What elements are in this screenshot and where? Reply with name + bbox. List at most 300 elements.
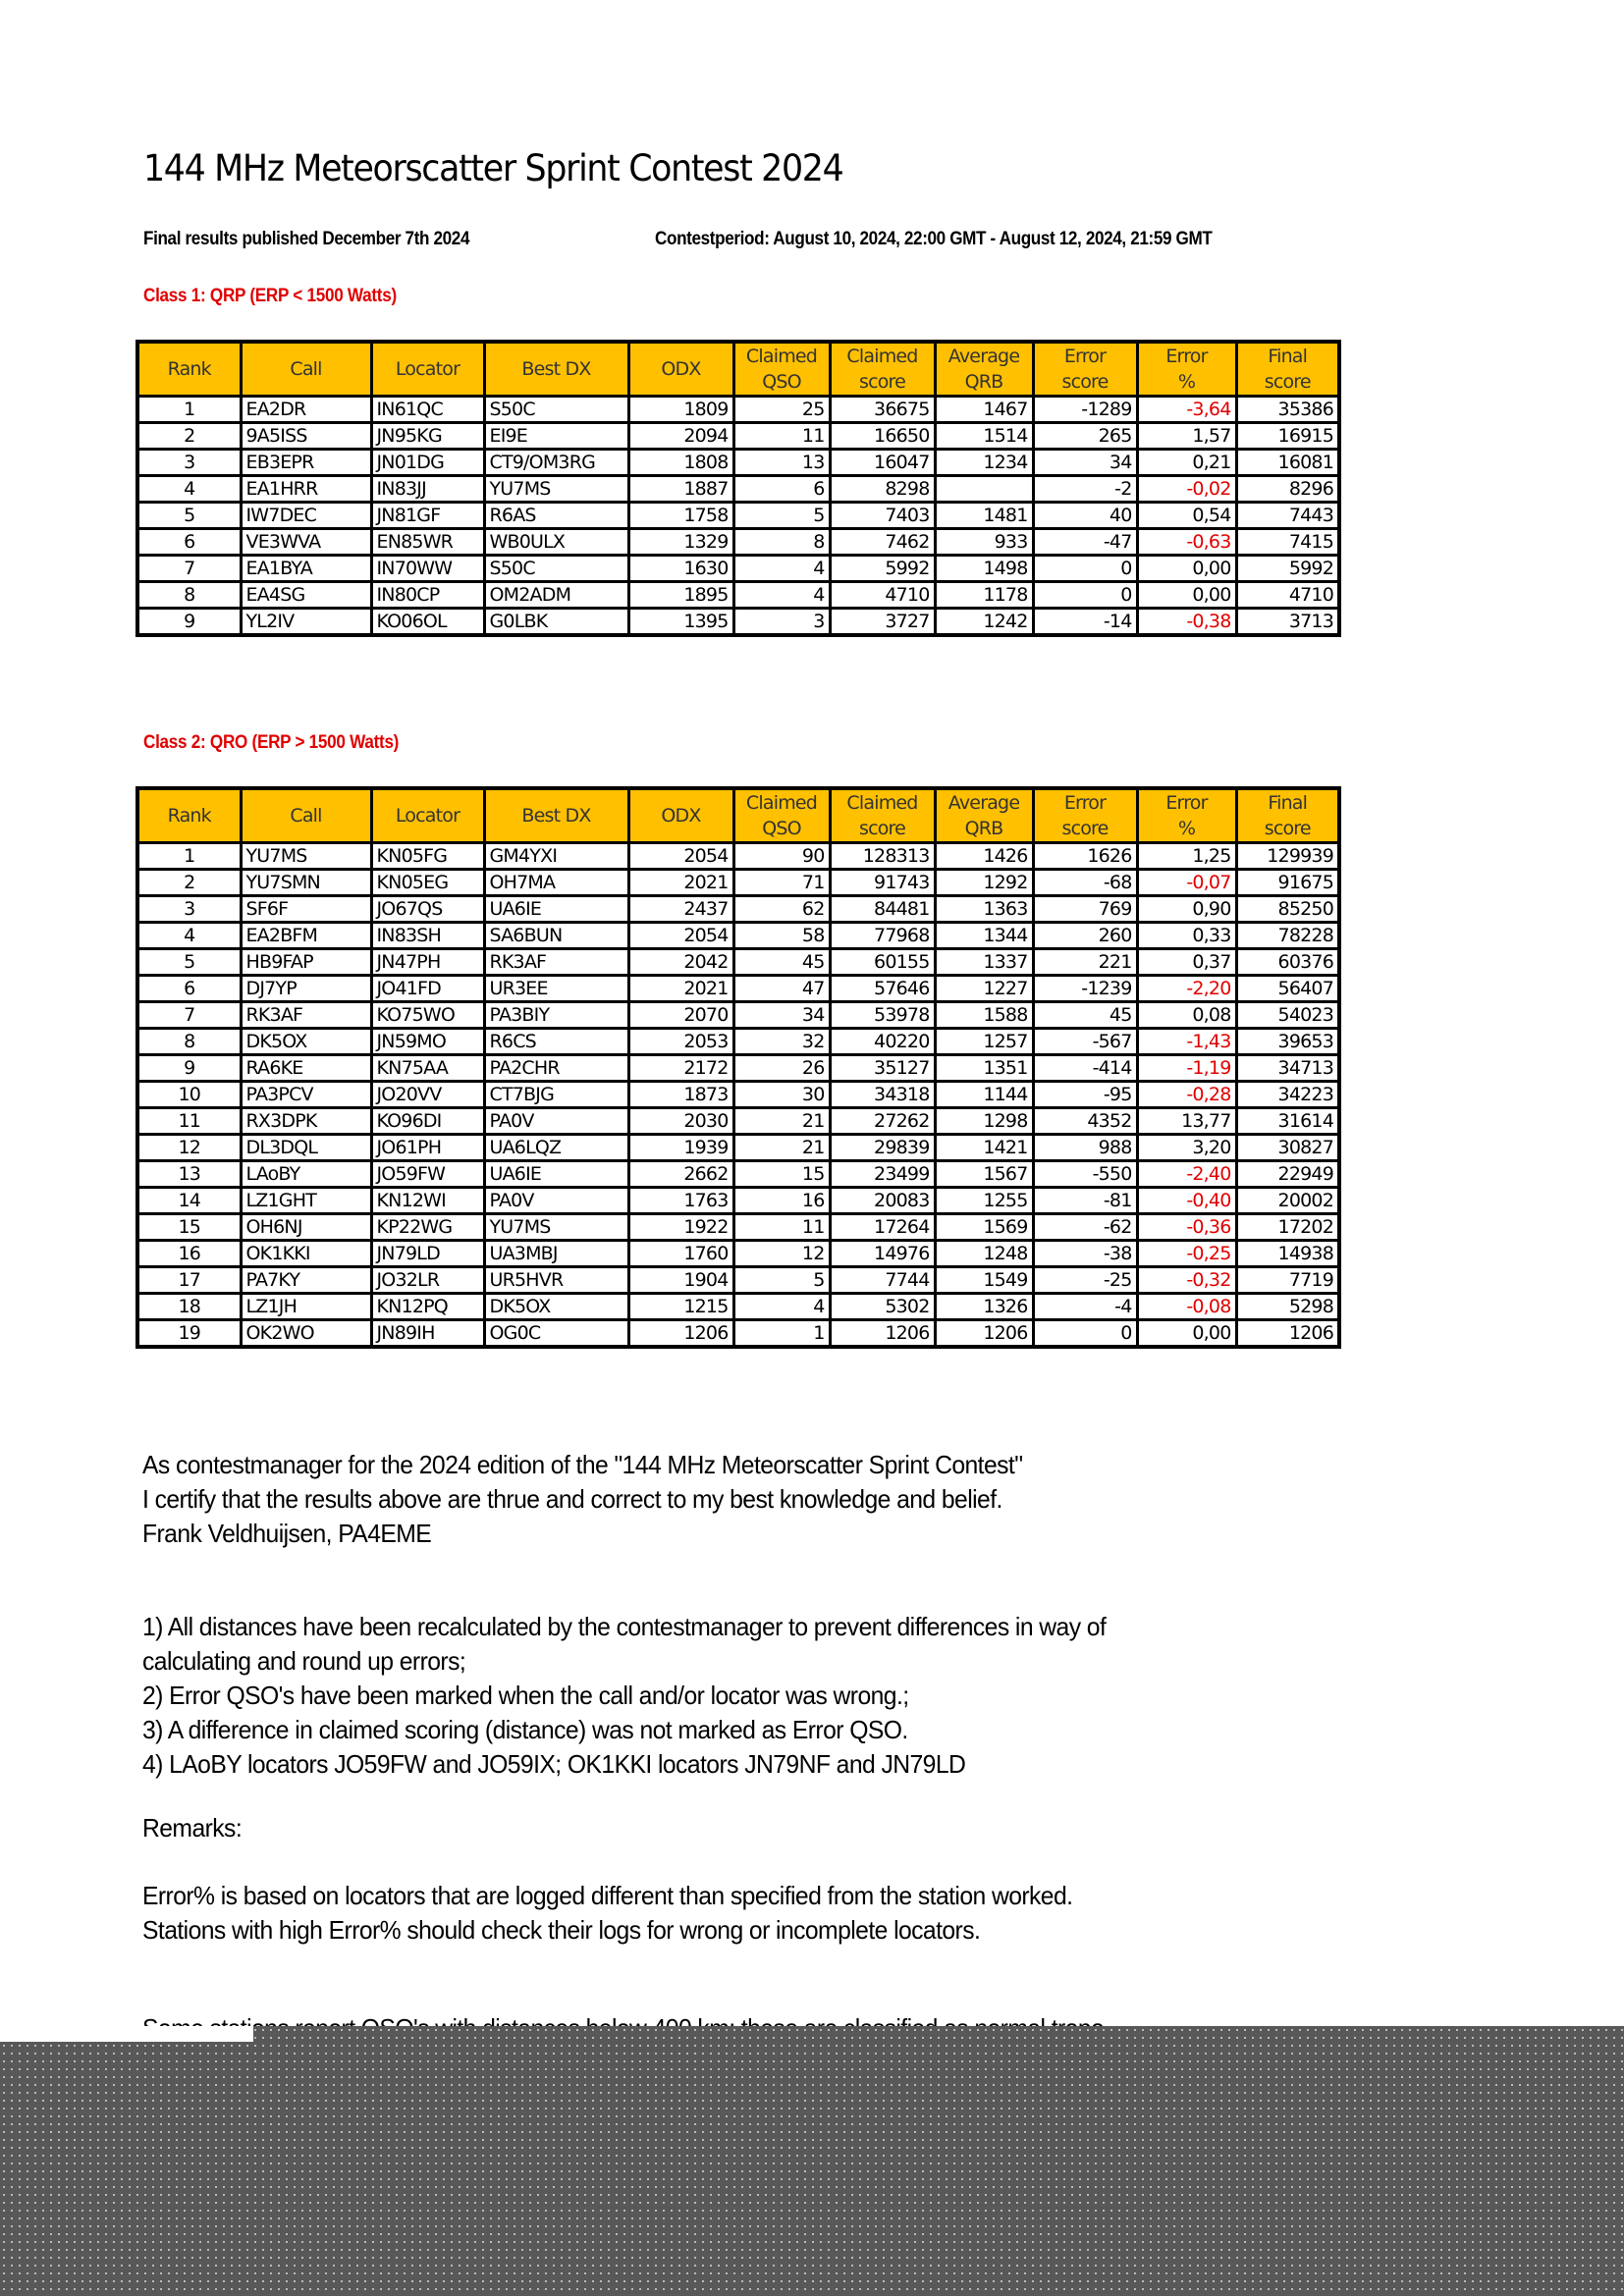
cell-claimed-qso: 71	[733, 870, 830, 896]
cell-average-qrb: 1292	[935, 870, 1033, 896]
cell-average-qrb: 1206	[935, 1320, 1033, 1348]
cell-claimed-qso: 4	[733, 582, 830, 609]
cell-error-pct: 0,54	[1137, 503, 1236, 529]
cell-claimed-score: 17264	[830, 1214, 935, 1241]
cell-rank: 19	[137, 1320, 241, 1348]
column-header-claimed-qso	[733, 342, 830, 397]
cell-average-qrb: 1242	[935, 609, 1033, 636]
cell-rank: 10	[137, 1082, 241, 1108]
cell-claimed-score: 84481	[830, 896, 935, 923]
cell-claimed-score: 7403	[830, 503, 935, 529]
cell-average-qrb: 1326	[935, 1294, 1033, 1320]
cell-locator: JN59MO	[371, 1029, 484, 1055]
cell-odx: 2437	[628, 896, 733, 923]
cell-claimed-score: 14976	[830, 1241, 935, 1267]
cell-error-pct: -0,63	[1137, 529, 1236, 556]
class2-heading: Class 2: QRO (ERP > 1500 Watts)	[143, 732, 400, 753]
cell-rank: 5	[137, 949, 241, 976]
column-header-claimed-qso	[733, 788, 830, 843]
header-text-line: score	[1264, 371, 1311, 393]
cell-best-dx: R6AS	[484, 503, 628, 529]
cell-average-qrb: 1426	[935, 843, 1033, 870]
cell-error-pct: -0,25	[1137, 1241, 1236, 1267]
cell-best-dx: CT7BJG	[484, 1082, 628, 1108]
column-header-best-dx: Best DX	[484, 788, 628, 843]
cell-call: LZ1GHT	[241, 1188, 371, 1214]
column-header-error-pct	[1137, 342, 1236, 397]
cell-average-qrb: 1549	[935, 1267, 1033, 1294]
cell-claimed-qso: 21	[733, 1108, 830, 1135]
cell-call: EA2DR	[241, 397, 371, 423]
cell-error-pct: 0,08	[1137, 1002, 1236, 1029]
cell-average-qrb	[935, 476, 1033, 503]
cell-average-qrb: 1257	[935, 1029, 1033, 1055]
cell-final-score: 34223	[1236, 1082, 1339, 1108]
cell-claimed-qso: 6	[733, 476, 830, 503]
header-text-line: Claimed	[745, 792, 818, 814]
cell-rank: 3	[137, 896, 241, 923]
cell-locator: JO32LR	[371, 1267, 484, 1294]
cell-error-score: 221	[1033, 949, 1137, 976]
cell-error-pct: -1,19	[1137, 1055, 1236, 1082]
cell-error-score: -95	[1033, 1082, 1137, 1108]
cell-best-dx: PA0V	[484, 1108, 628, 1135]
cell-call: PA3PCV	[241, 1082, 371, 1108]
cell-best-dx: YU7MS	[484, 1214, 628, 1241]
document-title: 144 MHz Meteorscatter Sprint Contest 2024	[143, 147, 843, 189]
cell-claimed-score: 77968	[830, 923, 935, 949]
cell-final-score: 31614	[1236, 1108, 1339, 1135]
cell-call: OH6NJ	[241, 1214, 371, 1241]
column-header-best-dx: Best DX	[484, 342, 628, 397]
cell-locator: IN83SH	[371, 923, 484, 949]
column-header-error-score	[1033, 342, 1137, 397]
cell-claimed-score: 7462	[830, 529, 935, 556]
cell-odx: 1329	[628, 529, 733, 556]
cell-error-score: 40	[1033, 503, 1137, 529]
cell-final-score: 5992	[1236, 556, 1339, 582]
cell-error-pct: 0,00	[1137, 582, 1236, 609]
column-header-rank: Rank	[137, 342, 241, 397]
note-line: 3) A difference in claimed scoring (distance) was not marked as Error QSO.	[142, 1715, 908, 1744]
cell-odx: 2662	[628, 1161, 733, 1188]
column-header-locator: Locator	[371, 342, 484, 397]
cell-claimed-qso: 25	[733, 397, 830, 423]
cell-claimed-score: 7744	[830, 1267, 935, 1294]
cell-error-pct: 0,37	[1137, 949, 1236, 976]
cell-final-score: 20002	[1236, 1188, 1339, 1214]
column-header-rank: Rank	[137, 788, 241, 843]
cell-claimed-score: 128313	[830, 843, 935, 870]
cell-final-score: 22949	[1236, 1161, 1339, 1188]
cell-claimed-qso: 62	[733, 896, 830, 923]
header-text-line: Error	[1165, 346, 1208, 367]
cell-error-pct: 0,33	[1137, 923, 1236, 949]
cell-odx: 2053	[628, 1029, 733, 1055]
cell-locator: IN80CP	[371, 582, 484, 609]
cell-error-pct: -0,40	[1137, 1188, 1236, 1214]
cell-locator: IN70WW	[371, 556, 484, 582]
column-header-claimed-score	[830, 788, 935, 843]
cell-best-dx: G0LBK	[484, 609, 628, 636]
cell-error-pct: 1,57	[1137, 423, 1236, 450]
cell-odx: 2054	[628, 923, 733, 949]
cell-locator: JN89IH	[371, 1320, 484, 1348]
cell-best-dx: PA2CHR	[484, 1055, 628, 1082]
table-body	[137, 843, 1339, 1348]
cell-best-dx: UA6LQZ	[484, 1135, 628, 1161]
cell-locator: JN79LD	[371, 1241, 484, 1267]
cell-final-score: 8296	[1236, 476, 1339, 503]
cell-error-score: -47	[1033, 529, 1137, 556]
cell-average-qrb: 1514	[935, 423, 1033, 450]
cell-rank: 8	[137, 1029, 241, 1055]
cell-locator: JO67QS	[371, 896, 484, 923]
cell-error-score: 0	[1033, 582, 1137, 609]
cell-average-qrb: 933	[935, 529, 1033, 556]
cell-final-score: 7443	[1236, 503, 1339, 529]
cell-average-qrb: 1344	[935, 923, 1033, 949]
cell-average-qrb: 1227	[935, 976, 1033, 1002]
header-text-line: Claimed	[846, 792, 918, 814]
cell-error-score: -14	[1033, 609, 1137, 636]
cell-call: DJ7YP	[241, 976, 371, 1002]
cell-error-pct: -0,07	[1137, 870, 1236, 896]
cell-rank: 7	[137, 556, 241, 582]
column-header-average-qrb	[935, 342, 1033, 397]
cell-final-score: 5298	[1236, 1294, 1339, 1320]
header-text-line: Error	[1063, 346, 1107, 367]
cell-claimed-score: 60155	[830, 949, 935, 976]
header-text-line: QRB	[964, 371, 1003, 393]
table-row	[137, 1055, 1339, 1082]
cell-average-qrb: 1588	[935, 1002, 1033, 1029]
cell-claimed-score: 1206	[830, 1320, 935, 1348]
column-header-final-score	[1236, 788, 1339, 843]
table-row	[137, 1135, 1339, 1161]
table-header	[137, 788, 1339, 843]
cell-error-pct: 13,77	[1137, 1108, 1236, 1135]
cell-best-dx: DK5OX	[484, 1294, 628, 1320]
table-header	[137, 342, 1339, 397]
cell-rank: 16	[137, 1241, 241, 1267]
cell-rank: 11	[137, 1108, 241, 1135]
cell-error-score: -1289	[1033, 397, 1137, 423]
table-row	[137, 870, 1339, 896]
cell-final-score: 7719	[1236, 1267, 1339, 1294]
cell-claimed-score: 29839	[830, 1135, 935, 1161]
cell-rank: 1	[137, 397, 241, 423]
cell-final-score: 35386	[1236, 397, 1339, 423]
table-row	[137, 1214, 1339, 1241]
cell-average-qrb: 1248	[935, 1241, 1033, 1267]
cell-locator: KN05FG	[371, 843, 484, 870]
cell-claimed-score: 5302	[830, 1294, 935, 1320]
cell-claimed-score: 16650	[830, 423, 935, 450]
cell-call: IW7DEC	[241, 503, 371, 529]
cell-final-score: 54023	[1236, 1002, 1339, 1029]
cell-call: YU7MS	[241, 843, 371, 870]
cell-error-score: -68	[1033, 870, 1137, 896]
cell-best-dx: CT9/OM3RG	[484, 450, 628, 476]
cell-final-score: 60376	[1236, 949, 1339, 976]
cell-call: HB9FAP	[241, 949, 371, 976]
cell-best-dx: R6CS	[484, 1029, 628, 1055]
header-text-line: score	[1061, 371, 1109, 393]
table-row	[137, 923, 1339, 949]
cell-average-qrb: 1234	[935, 450, 1033, 476]
cell-rank: 5	[137, 503, 241, 529]
cell-error-score: 0	[1033, 556, 1137, 582]
cell-claimed-score: 8298	[830, 476, 935, 503]
cell-rank: 18	[137, 1294, 241, 1320]
cell-rank: 1	[137, 843, 241, 870]
cell-claimed-score: 34318	[830, 1082, 935, 1108]
table-row	[137, 1294, 1339, 1320]
cell-average-qrb: 1363	[935, 896, 1033, 923]
cell-claimed-qso: 58	[733, 923, 830, 949]
cell-final-score: 34713	[1236, 1055, 1339, 1082]
cell-call: YL2IV	[241, 609, 371, 636]
cell-best-dx: S50C	[484, 556, 628, 582]
cell-error-pct: 0,00	[1137, 1320, 1236, 1348]
cell-rank: 8	[137, 582, 241, 609]
cell-rank: 2	[137, 423, 241, 450]
certification-line: As contestmanager for the 2024 edition of the "144 MHz Meteorscatter Sprint Contest"	[142, 1450, 1023, 1479]
cell-error-score: -550	[1033, 1161, 1137, 1188]
cell-claimed-qso: 4	[733, 1294, 830, 1320]
table-row	[137, 1029, 1339, 1055]
header-text-line: QRB	[964, 818, 1003, 839]
cell-average-qrb: 1567	[935, 1161, 1033, 1188]
cell-rank: 14	[137, 1188, 241, 1214]
cell-odx: 1873	[628, 1082, 733, 1108]
cell-error-pct: 0,90	[1137, 896, 1236, 923]
cell-claimed-score: 3727	[830, 609, 935, 636]
cell-odx: 2021	[628, 870, 733, 896]
cell-odx: 2172	[628, 1055, 733, 1082]
cell-claimed-qso: 1	[733, 1320, 830, 1348]
cell-average-qrb: 1498	[935, 556, 1033, 582]
cell-final-score: 7415	[1236, 529, 1339, 556]
cell-odx: 2042	[628, 949, 733, 976]
cell-call: EA2BFM	[241, 923, 371, 949]
cell-error-score: -25	[1033, 1267, 1137, 1294]
cell-locator: JN95KG	[371, 423, 484, 450]
cell-claimed-score: 36675	[830, 397, 935, 423]
header-text-line: Average	[947, 346, 1020, 367]
cell-locator: JO20VV	[371, 1082, 484, 1108]
cell-rank: 6	[137, 976, 241, 1002]
cell-error-pct: -2,40	[1137, 1161, 1236, 1188]
note-line: 1) All distances have been recalculated by the contestmanager to prevent differences in way of	[142, 1612, 1107, 1641]
cell-error-score: -62	[1033, 1214, 1137, 1241]
cell-claimed-score: 23499	[830, 1161, 935, 1188]
cell-final-score: 17202	[1236, 1214, 1339, 1241]
cell-claimed-qso: 11	[733, 423, 830, 450]
cell-call: DK5OX	[241, 1029, 371, 1055]
note-line: 2) Error QSO's have been marked when the call and/or locator was wrong.;	[142, 1681, 909, 1710]
cell-claimed-qso: 4	[733, 556, 830, 582]
cell-claimed-score: 16047	[830, 450, 935, 476]
cell-best-dx: GM4YXI	[484, 843, 628, 870]
cell-average-qrb: 1255	[935, 1188, 1033, 1214]
cell-best-dx: RK3AF	[484, 949, 628, 976]
cell-claimed-qso: 26	[733, 1055, 830, 1082]
cell-claimed-qso: 12	[733, 1241, 830, 1267]
cell-rank: 4	[137, 923, 241, 949]
cell-error-pct: -0,36	[1137, 1214, 1236, 1241]
cell-error-score: 34	[1033, 450, 1137, 476]
cell-locator: KN05EG	[371, 870, 484, 896]
cell-final-score: 4710	[1236, 582, 1339, 609]
cell-error-pct: 0,21	[1137, 450, 1236, 476]
cell-best-dx: UA6IE	[484, 896, 628, 923]
cell-claimed-qso: 30	[733, 1082, 830, 1108]
cell-claimed-qso: 15	[733, 1161, 830, 1188]
table-row	[137, 1002, 1339, 1029]
cell-best-dx: UA6IE	[484, 1161, 628, 1188]
cell-final-score: 3713	[1236, 609, 1339, 636]
cell-rank: 17	[137, 1267, 241, 1294]
cell-claimed-qso: 5	[733, 1267, 830, 1294]
cell-final-score: 78228	[1236, 923, 1339, 949]
cell-call: EA1HRR	[241, 476, 371, 503]
cell-error-pct: 0,00	[1137, 556, 1236, 582]
remark-line: Error% is based on locators that are logged different than specified from the station worked.	[142, 1881, 1073, 1910]
cell-error-score: 265	[1033, 423, 1137, 450]
table-row	[137, 1320, 1339, 1348]
cell-call: RX3DPK	[241, 1108, 371, 1135]
column-header-odx: ODX	[628, 788, 733, 843]
cell-error-pct: -0,32	[1137, 1267, 1236, 1294]
header-row	[137, 788, 1339, 843]
header-text-line: score	[1264, 818, 1311, 839]
cell-best-dx: OM2ADM	[484, 582, 628, 609]
cell-best-dx: UR5HVR	[484, 1267, 628, 1294]
table-row	[137, 949, 1339, 976]
table-row	[137, 450, 1339, 476]
note-line: calculating and round up errors;	[142, 1646, 466, 1676]
cell-error-pct: -1,43	[1137, 1029, 1236, 1055]
cell-claimed-score: 5992	[830, 556, 935, 582]
cell-call: PA7KY	[241, 1267, 371, 1294]
published-date: Final results published December 7th 2024	[143, 229, 470, 249]
table-row	[137, 976, 1339, 1002]
cell-claimed-score: 4710	[830, 582, 935, 609]
column-header-claimed-score	[830, 342, 935, 397]
cell-call: EB3EPR	[241, 450, 371, 476]
column-header-error-score	[1033, 788, 1137, 843]
contest-period: Contestperiod: August 10, 2024, 22:00 GMT - August 12, 2024, 21:59 GMT	[655, 229, 1213, 249]
header-text-line: %	[1177, 371, 1196, 393]
cell-claimed-score: 91743	[830, 870, 935, 896]
column-header-average-qrb	[935, 788, 1033, 843]
cell-error-pct: -2,20	[1137, 976, 1236, 1002]
table-row	[137, 423, 1339, 450]
cell-rank: 6	[137, 529, 241, 556]
table-row	[137, 582, 1339, 609]
cell-rank: 15	[137, 1214, 241, 1241]
cell-error-score: -81	[1033, 1188, 1137, 1214]
certification-block	[142, 1448, 1022, 1551]
cell-locator: KN12PQ	[371, 1294, 484, 1320]
notes-block	[142, 1610, 1106, 1782]
cell-odx: 1758	[628, 503, 733, 529]
cell-odx: 2094	[628, 423, 733, 450]
overlay-notch	[0, 2026, 253, 2042]
cell-best-dx: OH7MA	[484, 870, 628, 896]
class1-results-table	[135, 340, 1341, 637]
cell-locator: EN85WR	[371, 529, 484, 556]
cell-rank: 9	[137, 1055, 241, 1082]
cell-claimed-score: 40220	[830, 1029, 935, 1055]
remark-line: Stations with high Error% should check their logs for wrong or incomplete locators.	[142, 1915, 981, 1945]
cell-call: YU7SMN	[241, 870, 371, 896]
table-row	[137, 609, 1339, 636]
cell-error-score: 0	[1033, 1320, 1137, 1348]
cell-locator: KN75AA	[371, 1055, 484, 1082]
cell-best-dx: PA0V	[484, 1188, 628, 1214]
cell-average-qrb: 1298	[935, 1108, 1033, 1135]
cell-error-pct: 1,25	[1137, 843, 1236, 870]
header-row	[137, 342, 1339, 397]
table-row	[137, 1267, 1339, 1294]
cell-claimed-qso: 13	[733, 450, 830, 476]
cell-error-pct: -0,38	[1137, 609, 1236, 636]
cell-odx: 1922	[628, 1214, 733, 1241]
cell-best-dx: EI9E	[484, 423, 628, 450]
cell-odx: 1904	[628, 1267, 733, 1294]
column-header-odx: ODX	[628, 342, 733, 397]
table-row	[137, 896, 1339, 923]
cell-error-score: -38	[1033, 1241, 1137, 1267]
table-row	[137, 1082, 1339, 1108]
cell-error-score: 988	[1033, 1135, 1137, 1161]
cell-error-score: -414	[1033, 1055, 1137, 1082]
header-text-line: Error	[1063, 792, 1107, 814]
header-text-line: QSO	[762, 818, 801, 839]
cell-rank: 4	[137, 476, 241, 503]
header-text-line: Final	[1268, 792, 1308, 814]
cell-error-score: 260	[1033, 923, 1137, 949]
cell-claimed-qso: 11	[733, 1214, 830, 1241]
header-text-line: Error	[1165, 792, 1208, 814]
cell-odx: 1808	[628, 450, 733, 476]
cell-claimed-qso: 3	[733, 609, 830, 636]
column-header-locator: Locator	[371, 788, 484, 843]
table-row	[137, 503, 1339, 529]
cell-error-pct: -0,02	[1137, 476, 1236, 503]
cell-locator: KO06OL	[371, 609, 484, 636]
cell-best-dx: YU7MS	[484, 476, 628, 503]
cell-odx: 1630	[628, 556, 733, 582]
cell-odx: 1763	[628, 1188, 733, 1214]
cell-error-pct: 3,20	[1137, 1135, 1236, 1161]
cell-average-qrb: 1337	[935, 949, 1033, 976]
header-text-line: Final	[1268, 346, 1308, 367]
cell-odx: 1939	[628, 1135, 733, 1161]
cell-error-pct: -0,28	[1137, 1082, 1236, 1108]
cell-odx: 1895	[628, 582, 733, 609]
cell-rank: 13	[137, 1161, 241, 1188]
cell-final-score: 16081	[1236, 450, 1339, 476]
cell-error-score: -4	[1033, 1294, 1137, 1320]
cell-error-score: 45	[1033, 1002, 1137, 1029]
table-row	[137, 843, 1339, 870]
cell-odx: 1760	[628, 1241, 733, 1267]
cell-best-dx: WB0ULX	[484, 529, 628, 556]
